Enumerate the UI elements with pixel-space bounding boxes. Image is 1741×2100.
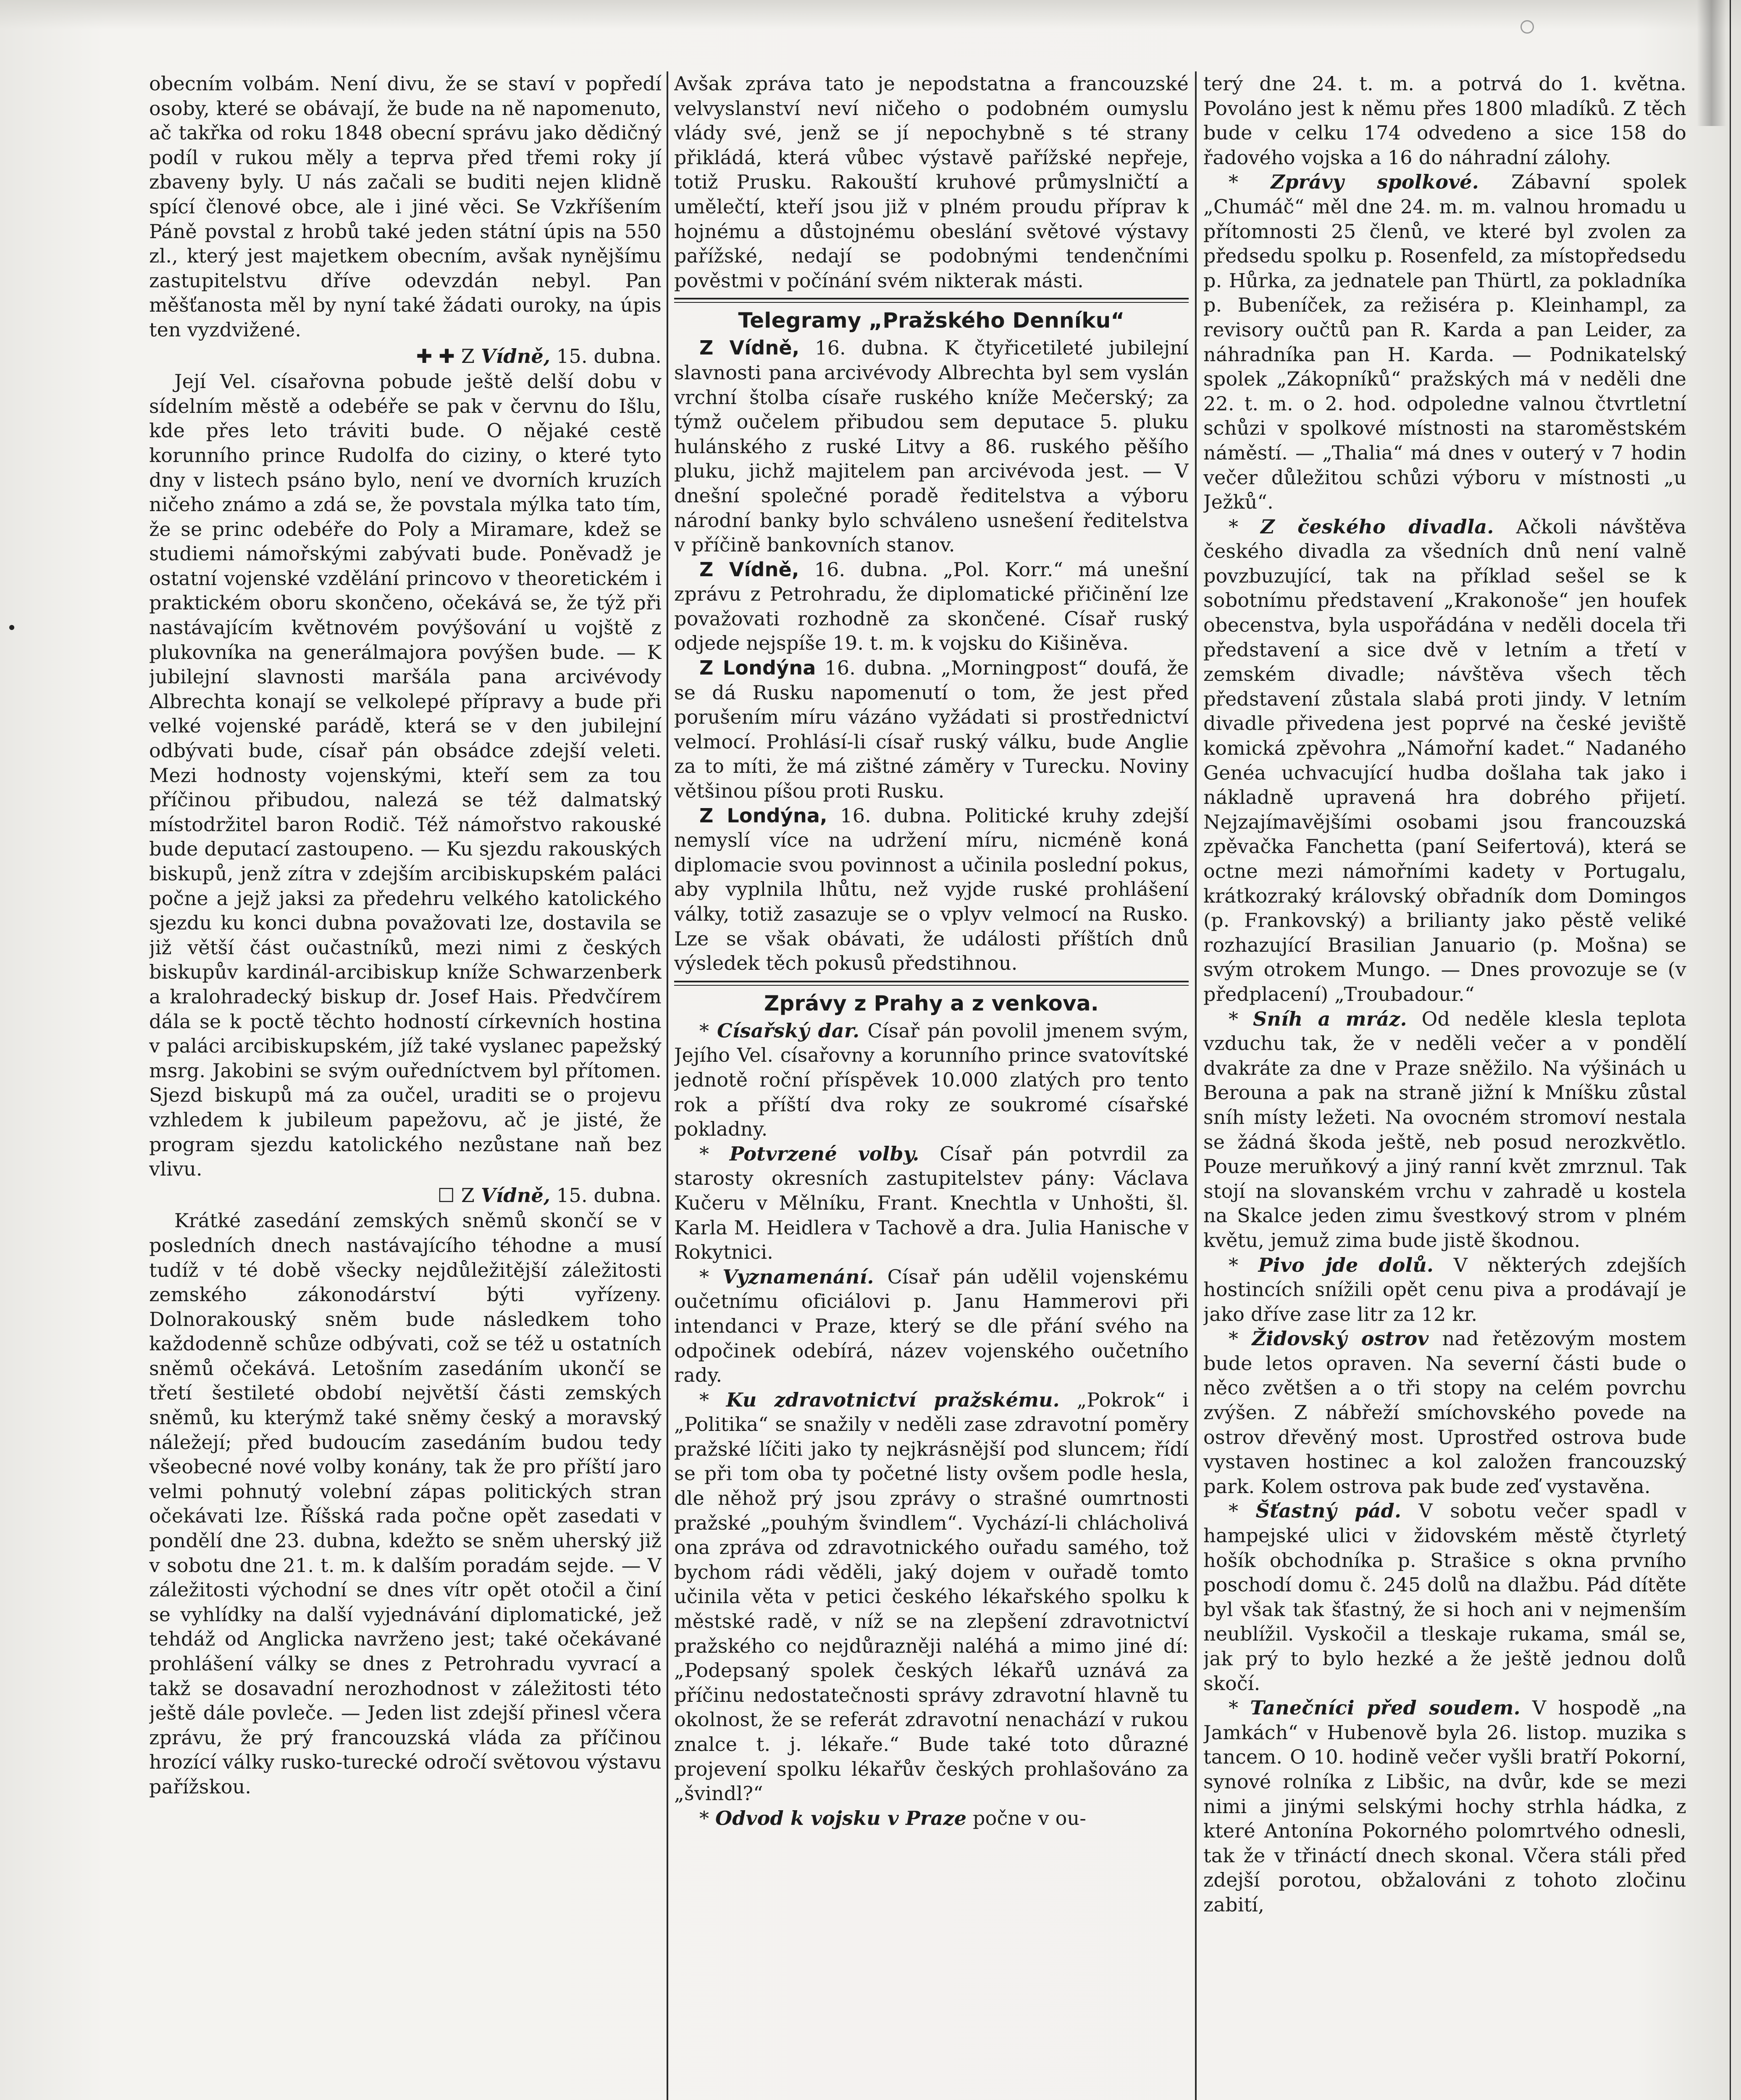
- news-item: * Šťastný pád. V sobotu večer spadl v hampejské ulici v židovském městě čtyrletý hošík obchodníka p. Strašice s okna prvního poschodí domu č. 245 dolů na dlažbu. Pád dítěte byl však tak šťastný, že si hoch ani v nejmenším neublížil. Vyskočil a tleskaje rukama, smál se, jak prý to bylo hezké a že ještě jednou dolů skočí.: [1203, 1499, 1686, 1695]
- news-rubric: Z českého divadla.: [1260, 515, 1494, 538]
- telegram-lead: Z Vídně,: [699, 336, 800, 360]
- telegram-item: [674, 803, 1189, 976]
- news-text: Císař pán udělil vojenskému oučetnímu oficiálovi p. Janu Hammerovi při intendanci v Praze, který se dle přání svého na odpočinek odebírá, název vojenského oučetního rady.: [674, 1265, 1189, 1387]
- article-text: terý dne 24. t. m. a potrvá do 1. května. Povoláno jest k němu přes 1800 mladíků. Z těch bude v celku 174 odvedeno a sice 158 do řadového vojska a 16 do náhradní zálohy.: [1203, 72, 1686, 169]
- dateline-place: Vídně,: [481, 1184, 551, 1207]
- news-text: počne v ou-: [973, 1806, 1087, 1830]
- news-item: * Vyznamenání. Císař pán udělil vojenskému oučetnímu oficiálovi p. Janu Hammerovi při intendanci v Praze, který se dle přání svého na odpočinek odebírá, název vojenského oučetního rady.: [674, 1265, 1189, 1387]
- dateline-vienna-1: [149, 344, 662, 369]
- news-rubric: Císařský dar.: [717, 1019, 860, 1042]
- telegram-item: [674, 557, 1189, 656]
- news-item: * Ku zdravotnictví pražskému. „Pokrok“ i „Politika“ se snažily v neděli zase zdravotní poměry pražské líčiti jako ty nejkrásnější pod sluncem; řídí se při tom oba ty početné listy ovšem podle hesla, dle něhož prý jsou zprávy o strašné oumrtnosti pražské „pouhým švindlem“. Vychází-li chlácholivá ona zpráva od zdravotnického ouřadu samého, tož bychom rádi věděli, jaký dojem v ouřadě tomto učinila věta v petici českého lékařského spolku k městské radě, v níž se na zlepšení zdravotnictví pražského co nejdůrazněji naléhá a mimo jiné dí: „Podepsaný spolek českých lékařů uznává za příčinu nedostatečnosti správy zdravotní hlavně tu okolnost, že se referát zdravotní nenachází v rukou znalce t. j. lékaře.“ Bude také toto důrazné projevení spolku lékařův českých prohlašováno za „švindl?“: [674, 1388, 1189, 1805]
- section-divider: [674, 981, 1189, 986]
- telegram-text: 16. dubna. „Pol. Korr.“ má unešní zprávu z Petrohradu, že diplomatické přičinění lze považovati rozhodně za skončené. Císař ruský odjede nejspíše 19. t. m. k vojsku do Kišiněva.: [674, 558, 1189, 655]
- news-item: * Sníh a mráz. Od neděle klesla teplota vzduchu tak, že v neděli večer a v pondělí dvakráte za dne v Praze sněžilo. Na výšinách u Berouna a pak na straně jižní k Mníšku zůstal sníh místy ležeti. Na ovocném stromoví nestala se žádná škoda ještě, neb posud nerozkvětlo. Pouze meruňkový a jiný ranní květ zmrznul. Tak stojí na slovanském vrchu v zahradě u kostela na Skalce jeden zimu švestkový strom v plném květu, jemuž zima bude jistě škodnou.: [1203, 1007, 1686, 1252]
- corner-stamp-mark: [1520, 20, 1534, 34]
- page-crease: [1697, 0, 1726, 126]
- news-rubric: Zprávy spolkové.: [1271, 171, 1479, 194]
- column-1: [149, 71, 662, 2100]
- news-text: Zábavní spolek „Chumáč“ měl dne 24. m. m. valnou hromadu u přítomnosti 25 členů, ve které byl zvolen za předsedu spolku p. Rosenfeld, za místopředsedu p. Hůrka, za jednatele pan Thürtl, za pokladníka p. Bubeníček, za režiséra p. Kleinhampl, za revisory oučtů pan R. Karda a pan Leider, za náhradníka pan H. Karda. — Podnikatelský spolek „Zákopníků“ pražských má v neděli dne 22. t. m. o 2. hod. odpoledne valnou čtvrtletní schůzi v spolkové místnosti na staroměstském náměstí. — „Thalia“ má dnes v outerý v 7 hodin večer důležitou schůzi výboru v místnosti „u Ježků“.: [1203, 171, 1686, 514]
- news-text: Od neděle klesla teplota vzduchu tak, že v neděli večer a v pondělí dvakráte za dne v Praze sněžilo. Na výšinách u Berouna a pak na straně jižní k Mníšku zůstal sníh místy ležeti. Na ovocném stromoví nestala se žádná škoda ještě, neb posud nerozkvětlo. Pouze meruňkový a jiný ranní květ zmrznul. Tak stojí na slovanském vrchu v zahradě u kostela na Skalce jeden zimu švestkový strom v plném květu, jemuž zima bude jistě škodnou.: [1203, 1007, 1686, 1252]
- dateline-date: 15. dubna.: [557, 1184, 662, 1207]
- news-text: Císař pán potvrdil za starosty okresních zastupitelstev pány: Václava Kučeru v Mělníku, Frant. Knechtla v Unhošti, šl. Karla M. Heidlera v Tachově a dra. Julia Hanische v Rokytnici.: [674, 1142, 1189, 1264]
- news-rubric: Tanečníci před soudem.: [1250, 1696, 1520, 1719]
- section-title-telegrams: Telegramy „Pražského Denníku“: [738, 308, 1125, 333]
- news-rubric: Šťastný pád.: [1255, 1499, 1402, 1522]
- news-text: nad řetězovým mostem bude letos opraven. Na severní části bude o něco zvětšen a o tři stopy na celém povrchu zvýšen. Z nábřeží smíchovského povede na ostrov dřevěný most. Uprostřed ostrova bude vystaven hostinec a kol založen francouzský park. Kolem ostrova pak bude zeď vystavěna.: [1203, 1327, 1686, 1498]
- news-text: „Pokrok“ i „Politika“ se snažily v neděli zase zdravotní poměry pražské líčiti jako ty nejkrásnější pod sluncem; řídí se při tom oba ty početné listy ovšem podle hesla, dle něhož prý jsou zprávy o strašné oumrtnosti pražské „pouhým švindlem“. Vychází-li chlácholivá ona zpráva od zdravotnického ouřadu samého, tož bychom rádi věděli, jaký dojem v ouřadě tomto učinila věta v petici českého lékařského spolku k městské radě, v níž se na zlepšení zdravotnictví pražského co nejdůrazněji naléhá a mimo jiné dí: „Podepsaný spolek českých lékařů uznává za příčinu nedostatečnosti správy zdravotní hlavně tu okolnost, že se referát zdravotní nenachází v rukou znalce t. j. lékaře.“ Bude také toto důrazné projevení spolku lékařův českých prohlašováno za „švindl?“: [674, 1388, 1189, 1805]
- news-text: Císař pán povolil jmenem svým, Jejího Vel. císařovny a korunního prince svatovítské jednotě roční příspěvek 10.000 zlatých pro tento rok a příští dva roky ze soukromé císařské pokladny.: [674, 1019, 1189, 1141]
- dateline-vienna-2: [149, 1183, 662, 1208]
- news-item: * Císařský dar. Císař pán povolil jmenem svým, Jejího Vel. císařovny a korunního prince svatovítské jednotě roční příspěvek 10.000 zlatých pro tento rok a příští dva roky ze soukromé císařské pokladny.: [674, 1019, 1189, 1141]
- section-divider: [674, 298, 1189, 303]
- page-edge-line: [1730, 0, 1731, 2100]
- news-rubric: Odvod k vojsku v Praze: [715, 1806, 967, 1830]
- article-text: Avšak zpráva tato je nepodstatna a francouzské velvyslanství neví ničeho o podobném oumyslu vlády své, jenž se jí nepochybně s té strany přikládá, která vůbec výstavě pařížské nepřeje, totiž Prusku. Rakouští kruhové průmyslničtí a umělečtí, kteří jsou již v plném proudu příprav k hojnému a důstojnému obeslání světové výstavy pařížské, nedají se podobnými tendenčními pověstmi v počínání svém nikterak másti.: [674, 72, 1189, 292]
- telegram-item: [674, 336, 1189, 557]
- article-text: Její Vel. císařovna pobude ještě delší dobu v sídelním městě a odebéře se pak v červnu do Išlu, kde přes leto tráviti bude. O nějaké cestě korunního prince Rudolfa do ciziny, o které tyto dny v listech psáno bylo, není ve dvorních kruzích ničeho známo a zdá se, že povstala mýlka tato tím, že se princ odebéře do Poly a Miramare, kdež se studiemi námořskými zabývati bude. Poněvadž je ostatní vojenské vzdělání princovo v theoretickém i praktickém oboru skončeno, očekává se, že týž při nastávajícím květnovém povýšování u vojště z plukovníka na generálmajora povýšen bude. — K jubilejní slavnosti maršála pana arcivévody Albrechta konají se velkolepé přípravy a bude při velké vojenské parádě, která se v den jubilejní odbývati bude, císař pán obsádce zdejší veleti. Mezi hodnosty vojenskými, kteří sem za tou příčinou přibudou, nalezá se též dalmatský místodržitel baron Rodič. Též námořstvo rakouské bude deputací zastoupeno. — Ku sjezdu rakouských biskupů, jenž zítra v zdejším arcibiskupském paláci počne a jejž jaksi za předehru velkého katolického sjezdu ku konci dubna považovati lze, dostavila se již větší část oučastníků, mezi nimi z českých biskupův kardinál-arcibiskup kníže Schwarzenberk a kralohradecký biskup dr. Josef Hais. Předvčírem dála se k poctě těchto hodností církevních hostina v paláci arcibiskupském, jíž také vyslanec papežský msrg. Jakobini se svým ouředníctvem byl přítomen. Sjezd biskupů má za oučel, uraditi se o projevu vzhledem k jubileum papežovu, ač je jisté, že program sjezdu katolického nezůstane naň bez vlivu.: [149, 370, 662, 1181]
- scan-top-shadow: [0, 0, 1741, 29]
- news-item: * Potvrzené volby. Císař pán potvrdil za starosty okresních zastupitelstev pány: Václava Kučeru v Mělníku, Frant. Knechtla v Unhošti, šl. Karla M. Heidlera v Tachově a dra. Julia Hanische v Rokytnici.: [674, 1142, 1189, 1264]
- telegram-lead: Z Londýna: [699, 656, 816, 680]
- news-rubric: Sníh a mráz.: [1253, 1007, 1407, 1030]
- column-2: [674, 71, 1189, 2100]
- telegram-text: 16. dubna. K čtyřicetileté jubilejní slavnosti pana arcivévody Albrechta byl sem vyslán vrchní štolba císaře ruského kníže Mečerský; za týmž oučelem přibudou sem deputace 5. pluku hulánského z ruské Litvy a 86. ruského pěšího pluku, jichž majitelem pan arcivévoda jest. — V dnešní společné poradě ředitelstva a výboru národní banky bylo schváleno usnešení ředitelstva v příčině bankovních stanov.: [674, 336, 1189, 556]
- news-text: V hospodě „na Jamkách“ v Hubenově byla 26. listop. muzika s tancem. O 10. hodině večer vyšli bratří Pokorní, synové rolníka z Libšic, na dvůr, kde se mezi nimi a jinými selskými hochy strhla hádka, z které Antonína Pokorného polomrtvého odnesli, tak že v třináctí dnech skonal. Včera stáli před zdejší porotou, obžalováni z tohoto zločinu zabití,: [1203, 1696, 1686, 1916]
- dateline-prefix: ✚ ✚ Z: [416, 344, 475, 368]
- news-item: * Z českého divadla. Ačkoli návštěva českého divadla za všedních dnů není valně povzbuzující, tak na příklad sešel se k sobotnímu představení „Krakonoše“ jen houfek obecenstva, byla uspořádána v neděli docela tři představení a sice dvě v letním a třetí v zemském divadle; návštěva všech těch představení zůstala slabá proti jindy. V letním divadle přivedena jest poprvé na české jeviště komická zpěvohra „Námořní kadet.“ Nadaného Genéa uchvacující hudba došlaha tak jako i nákladně upravená hra dobrého přijetí. Nejzajímavějšími osobami jsou francouzská zpěvačka Fanchetta (paní Seifertová), která se octne mezi námořními kadety v Portugalu, krátkozraký královský obřadník dom Domingos (p. Frankovský) a brilianty jako pěstě veliké rozhazující Brasilian Januario (p. Mošna) se svým otrokem Mungo. — Dnes provozuje se (v předplacení) „Troubadour.“: [1203, 515, 1686, 1005]
- news-item: * Tanečníci před soudem. V hospodě „na Jamkách“ v Hubenově byla 26. listop. muzika s tancem. O 10. hodině večer vyšli bratří Pokorní, synové rolníka z Libšic, na dvůr, kde se mezi nimi a jinými selskými hochy strhla hádka, z které Antonína Pokorného polomrtvého odnesli, tak že v třináctí dnech skonal. Včera stáli před zdejší porotou, obžalováni z tohoto zločinu zabití,: [1203, 1696, 1686, 1916]
- column-rule-2: [1195, 71, 1197, 2100]
- telegram-text: 16. dubna. Politické kruhy zdejší nemyslí více na udržení míru, nicméně koná diplomacie svou povinnost a učinila poslední pokus, aby vyplnila lhůtu, než vyjde ruské prohlášení války, totiž zasazuje se o vplyv velmocí na Rusko. Lze se však obávati, že události příštích dnů výsledek těch pokusů předstihnou.: [674, 804, 1189, 975]
- telegram-item: [674, 656, 1189, 803]
- news-text: V sobotu večer spadl v hampejské ulici v židovském městě čtyrletý hošík obchodníka p. Strašice s okna prvního poschodí domu č. 245 dolů na dlažbu. Pád dítěte byl však tak šťastný, že si hoch ani v nejmenším neublížil. Vyskočil a tleskaje rukama, smál se, jak prý to bylo hezké a že ještě jednou dolů skočí.: [1203, 1499, 1686, 1695]
- news-item: * Pivo jde dolů. V některých zdejších hostincích snížili opět cenu piva a prodávají je jako dříve zase litr za 12 kr.: [1203, 1253, 1686, 1326]
- news-rubric: Židovský ostrov: [1252, 1327, 1429, 1350]
- stray-ink-dot: [9, 625, 14, 630]
- dateline-date: 15. dubna.: [557, 344, 662, 368]
- article-text: Krátké zasedání zemských sněmů skončí se v posledních dnech nastávajícího téhodne a musí tudíž v té době všecky nejdůležitější záležitosti zemského zákonodárství býti vyřízeny. Dolnorakouský sněm bude následkem toho každodenně schůze odbývati, což se též u ostatních sněmů očekává. Letošním zasedáním ukončí se třetí šestileté období největší části zemských sněmů, ku kterýmž také sněmy český a moravský náležejí; před budoucím zasedáním budou tedy všeobecné nové volby konány, tak že pro příští jaro velmi pohnutý volební zápas politických stran očekávati lze. Říšská rada počne opět zasedati v pondělí dne 23. dubna, kdežto se sněm uherský již v sobotu dne 21. t. m. k dalším poradám sejde. — V záležitosti východní se dnes vítr opět otočil a činí se vyhlídky na další vyjednávání diplomatické, jež tehdáž od Anglicka navrženo jest; také očekávané prohlášení války se dnes z Petrohradu vyvrací a takž se dosavadní nerozhodnost v záležitosti této ještě dále povleče. — Jeden list zdejší přinesl včera zprávu, že prý francouzská vláda za příčinou hrozící války rusko-turecké odročí světovou výstavu pařížskou.: [149, 1209, 662, 1798]
- news-rubric: Ku zdravotnictví pražskému.: [726, 1388, 1060, 1411]
- news-rubric: Potvrzené volby.: [729, 1142, 919, 1165]
- news-text: Ačkoli návštěva českého divadla za všedních dnů není valně povzbuzující, tak na příklad sešel se k sobotnímu představení „Krakonoše“ jen houfek obecenstva, byla uspořádána v neděli docela tři představení a sice dvě v letním a třetí v zemském divadle; návštěva všech těch představení zůstala slabá proti jindy. V letním divadle přivedena jest poprvé na české jeviště komická zpěvohra „Námořní kadet.“ Nadaného Genéa uchvacující hudba došlaha tak jako i nákladně upravená hra dobrého přijetí. Nejzajímavějšími osobami jsou francouzská zpěvačka Fanchetta (paní Seifertová), která se octne mezi námořními kadety v Portugalu, krátkozraký královský obřadník dom Domingos (p. Frankovský) a brilianty jako pěstě veliké rozhazující Brasilian Januario (p. Mošna) se svým otrokem Mungo. — Dnes provozuje se (v předplacení) „Troubadour.“: [1203, 515, 1686, 1005]
- news-text: V některých zdejších hostincích snížili opět cenu piva a prodávají je jako dříve zase litr za 12 kr.: [1203, 1253, 1686, 1326]
- column-3: [1203, 71, 1686, 2100]
- dateline-prefix: ☐ Z: [437, 1184, 475, 1207]
- news-rubric: Pivo jde dolů.: [1258, 1253, 1434, 1276]
- news-item: * Židovský ostrov nad řetězovým mostem bude letos opraven. Na severní části bude o něco zvětšen a o tři stopy na celém povrchu zvýšen. Z nábřeží smíchovského povede na ostrov dřevěný most. Uprostřed ostrova bude vystaven hostinec a kol založen francouzský park. Kolem ostrova pak bude zeď vystavěna.: [1203, 1327, 1686, 1498]
- telegram-lead: Z Vídně,: [699, 558, 799, 581]
- news-item: * Odvod k vojsku v Praze počne v ou-: [699, 1806, 1087, 1830]
- section-title-prague-news: Zprávy z Prahy a z venkova.: [764, 991, 1099, 1016]
- dateline-place: Vídně,: [481, 344, 551, 368]
- news-item: * Zprávy spolkové. Zábavní spolek „Chumáč“ měl dne 24. m. m. valnou hromadu u přítomnosti 25 členů, ve které byl zvolen za předsedu spolku p. Rosenfeld, za místopředsedu p. Hůrka, za jednatele pan Thürtl, za pokladníka p. Bubeníček, za režiséra p. Kleinhampl, za revisory oučtů pan R. Karda a pan Leider, za náhradníka pan H. Karda. — Podnikatelský spolek „Zákopníků“ pražských má v neděli dne 22. t. m. o 2. hod. odpoledne valnou čtvrtletní schůzi v spolkové místnosti na staroměstském náměstí. — „Thalia“ má dnes v outerý v 7 hodin večer důležitou schůzi výboru v místnosti „u Ježků“.: [1203, 171, 1686, 514]
- telegram-text: 16. dubna. „Morningpost“ doufá, že se dá Rusku napomenutí o tom, že jest před porušením míru vázáno vyžádati si prostřednictví velmocí. Prohlásí-li císař ruský válku, bude Anglie za to míti, že má zištné záměry v Turecku. Noviny většinou píšou proti Rusku.: [674, 656, 1189, 803]
- news-rubric: Vyznamenání.: [722, 1265, 874, 1288]
- column-rule-1: [667, 71, 668, 2100]
- article-text: obecním volbám. Není divu, že se staví v popředí osoby, které se obávají, že bude na ně napomenuto, ač takřka od roku 1848 obecní správu jako dědičný podíl v rukou měly a teprva před třemi roky jí zbaveny byly. U nás začali se buditi nejen klidně spící členové obce, ale i jiné věci. Se Vzkříšením Páně povstal z hrobů také jeden státní úpis na 550 zl., který jest majetkem obecním, avšak nynějšímu zastupitelstvu dříve odevzdán nebyl. Pan měšťanosta měl by nyní také žádati ouroky, na úpis ten vyzdvižené.: [149, 72, 662, 341]
- telegram-lead: Z Londýna,: [699, 804, 827, 827]
